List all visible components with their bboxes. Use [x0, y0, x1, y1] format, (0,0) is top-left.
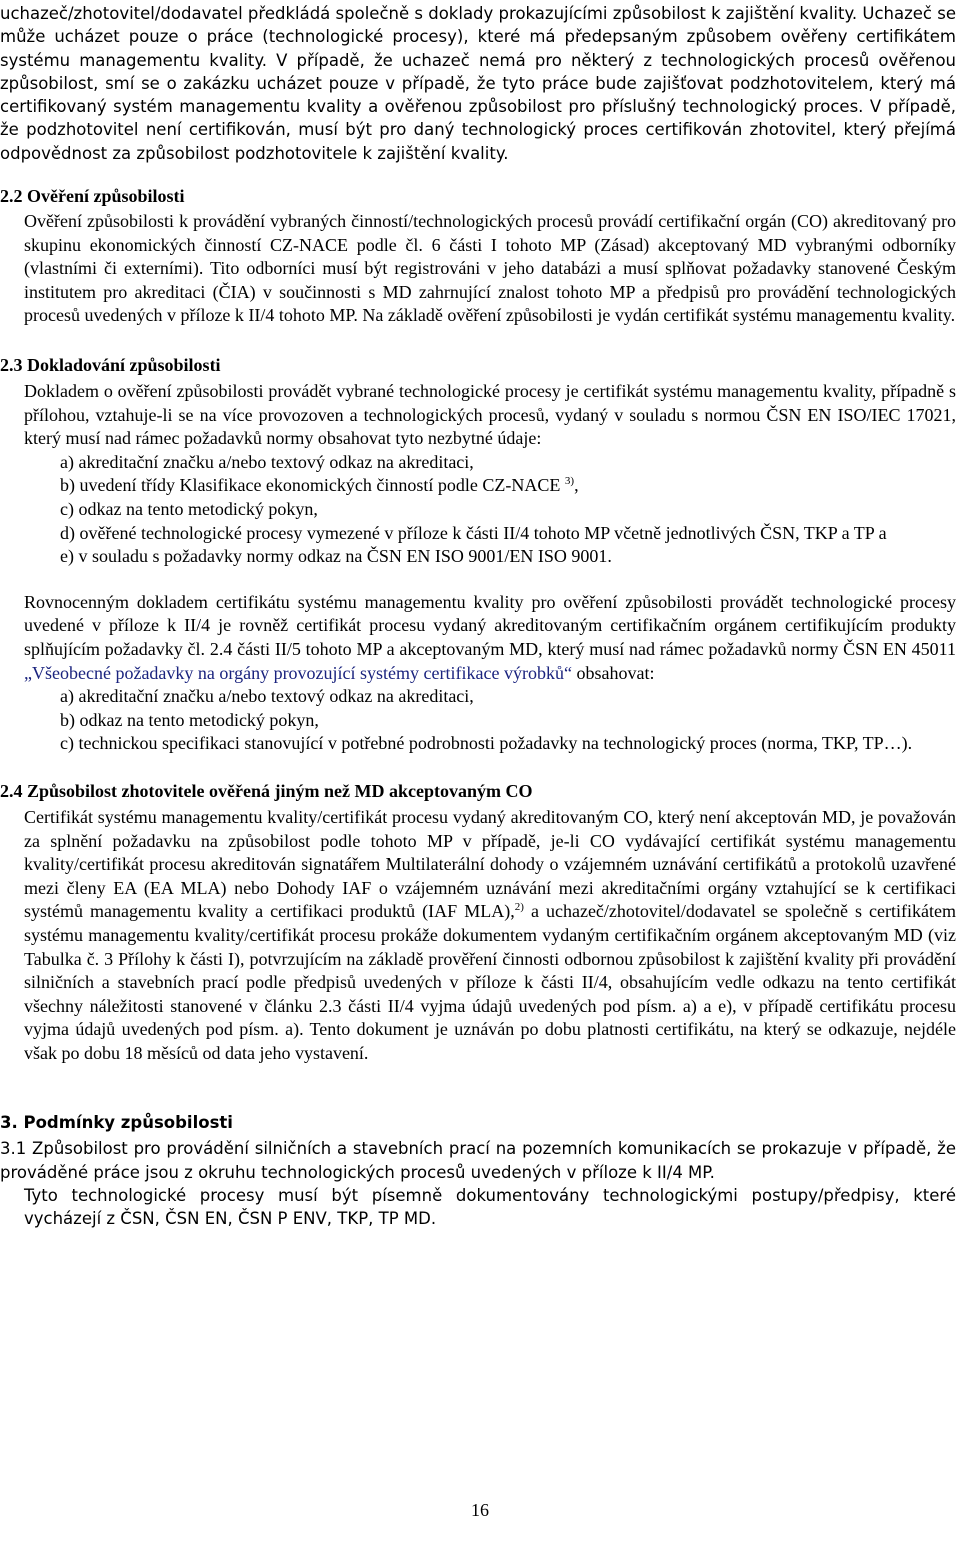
page-number: 16	[471, 1500, 489, 1520]
section-2-4-text: Certifikát systému managementu kvality/certifikát procesu vydaný akreditovaným CO, který není akceptován MD, je považován za splnění požadavku na způsobilost podle tohoto MP v případě, je-li CO vydávající certifikát systému managementu kvality/certifikát procesu akreditován signatářem Multilaterální dohody o vzájemném uznávání certifikátů a protokolů uzavřené mezi členy EA (EA MLA) nebo Dohody IAF o vzájemném uznávání mezi akreditačními orgány vztahující se k certifikaci systémů managementu kvality a certifikaci produktů (IAF MLA),$^{2)}$ a uchazeč/zhotovitel/dodavatel se společně s certifikátem systému managementu kvality/certifikát procesu prokáže dokumentem vydaným certifikačním orgánem akceptovaným MD (viz Tabulka č. 3 Přílohy k části I), potvrzujícím na základě prověření činnosti odbornou způsobilost k zajištění kvality při provádění silničních a stavebních prací podle předpisů uvedených v příloze k části II/4, obsahujícím vedle odkazu na tento certifikát všechny náležitosti stanovené v článku 2.3 části II/4 vyjma údajů uvedených pod písm. a) a e), v případě certifikátu procesu vyjma údajů uvedených pod písm. a). Tento dokument je uznáván po dobu platnosti certifikátu, na který se odkazuje, nejdéle však po dobu 18 měsíců od data jeho vystavení.	[24, 806, 956, 1063]
footnote-ref: 2)	[514, 901, 524, 914]
section-2-3-text: Dokladem o ověření způsobilosti provádět vybrané technologické procesy je certifikát systému managementu kvality, případně s přílohou, vztahuje-li se na více provozoven a technologických procesů, vydaný v souladu s normou ČSN EN ISO/IEC 17021, který musí nad rámec požadavků normy obsahovat tyto nezbytné údaje:	[24, 381, 956, 449]
intro-paragraph: uchazeč/zhotovitel/dodavatel předkládá společně s doklady prokazujícími způsobilost k zajištění kvality. Uchazeč se může ucházet pouze o práce (technologické procesy), které má předepsaným způsobem ověřeny certifikátem systému managementu kvality. V případě, že uchazeč nemá pro některý z technologických procesů ověřenou způsobilost, smí se o zakázku ucházet pouze v případě, že tyto práce bude zajišťovat podzhotovitelem, který má certifikovaný systém managementu kvality a ověřenou způsobilost pro příslušný technologický proces. V případě, že podzhotovitel není certifikován, musí být pro daný technologický proces certifikován zhotovitel, který přejímá odpovědnost za způsobilost podzhotovitele k zajištění kvality.	[0, 4, 956, 163]
section-3-1-text: 3.1 Způsobilost pro provádění silničních a stavebních prací na pozemních komunikacích se prokazuje v případě, že prováděné práce jsou z okruhu technologických procesů uvedených v příloze k II/4 MP.	[0, 1139, 956, 1182]
section-2-4-heading: 2.4 Způsobilost zhotovitele ověřená jiným než MD akceptovaným CO	[0, 780, 533, 801]
list-item: e) v souladu s požadavky normy odkaz na ČSN EN ISO 9001/EN ISO 9001.	[60, 546, 612, 567]
section-2-3-list-2	[24, 685, 956, 756]
list-item: d) ověřené technologické procesy vymezené v příloze k části II/4 tohoto MP včetně jednotlivých ČSN, TKP a TP a	[60, 522, 887, 543]
standard-title-link[interactable]: „Všeobecné požadavky na orgány provozující systémy certifikace výrobků“	[24, 662, 572, 683]
list-item: b) uvedení třídy Klasifikace ekonomických činností podle CZ-NACE $^{3)}$,	[60, 475, 579, 496]
equivalent-certificate-paragraph: Rovnocenným dokladem certifikátu systému managementu kvality pro ověření způsobilosti provádět technologické procesy uvedené v příloze k II/4 je rovněž certifikát procesu vydaný akreditovaným certifikačním orgánem certifikujícím produkty splňujícím požadavky čl. 2.4 části II/5 tohoto MP a akceptovaným MD, který musí nad rámec požadavků normy ČSN EN 45011 „Všeobecné požadavky na orgány provozující systémy certifikace výrobků“ obsahovat:	[24, 591, 956, 683]
section-2-3-heading: 2.3 Dokladování způsobilosti	[0, 355, 221, 376]
list-item: c) odkaz na tento metodický pokyn,	[60, 499, 318, 520]
list-item: a) akreditační značku a/nebo textový odkaz na akreditaci,	[60, 686, 474, 707]
section-3-1-text-2: Tyto technologické procesy musí být písemně dokumentovány technologickými postupy/předpisy, které vycházejí z ČSN, ČSN EN, ČSN P ENV, TKP, TP MD.	[24, 1186, 956, 1229]
section-3-heading: 3. Podmínky způsobilosti	[0, 1113, 233, 1133]
section-2-2-heading: 2.2 Ověření způsobilosti	[0, 186, 185, 207]
section-2-2-text: Ověření způsobilosti k provádění vybraných činností/technologických procesů provádí certifikační orgán (CO) akreditovaný pro skupinu ekonomických činností CZ-NACE podle čl. 6 části I tohoto MP (Zásad) akceptovaný MD vybranými odborníky (vlastními či externími). Tito odborníci musí být registrováni v jeho databázi a musí splňovat požadavky stanovené Českým institutem pro akreditaci (ČIA) v součinnosti s MD zahrnující znalost tohoto MP a předpisů pro provádění technologických procesů uvedených v příloze k II/4 tohoto MP. Na základě ověření způsobilosti je vydán certifikát systému managementu kvality.	[24, 211, 956, 326]
list-item: c) technickou specifikaci stanovující v potřebné podrobnosti požadavky na technologický proces (norma, TKP, TP…).	[60, 733, 913, 754]
list-item: a) akreditační značku a/nebo textový odkaz na akreditaci,	[60, 451, 474, 472]
list-item: b) odkaz na tento metodický pokyn,	[60, 709, 319, 730]
section-2-3-list	[24, 451, 956, 569]
footnote-ref: 3)	[564, 475, 575, 488]
